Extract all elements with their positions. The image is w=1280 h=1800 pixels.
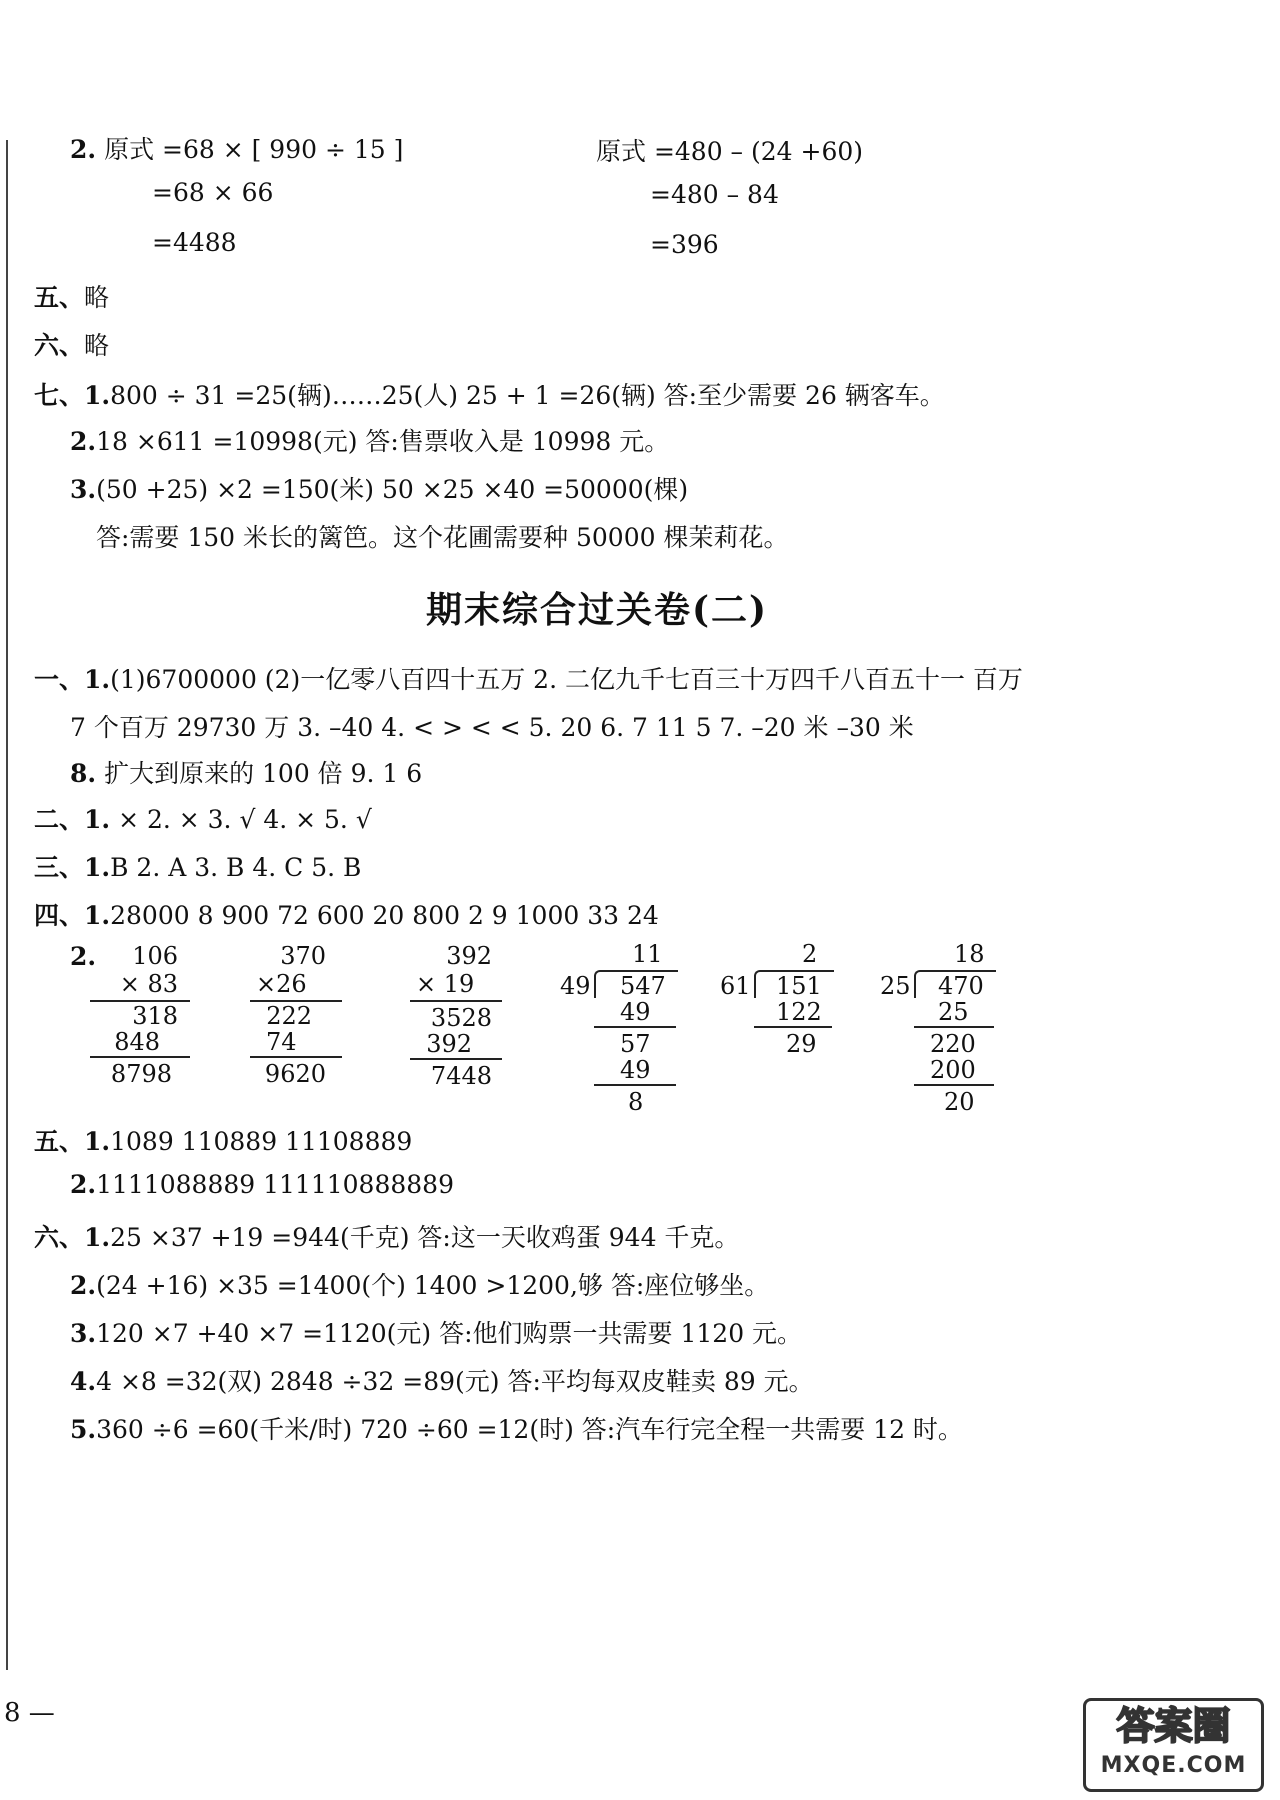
div-3-rule-2 [914,1084,994,1086]
watermark-url: MXQE.COM [1100,1753,1247,1778]
mult-2-result: 9620 [264,1060,326,1088]
div-3-subtract-1: 25 [938,998,969,1026]
div-2-quotient: 2 [802,940,818,968]
top-calc-right-l2: =480 – 84 [650,180,779,209]
mult-2-a: 370 [280,942,326,970]
div-2-remainder: 29 [786,1030,817,1058]
part-6-q1: 六、1.25 ×37 +19 =944(千克) 答:这一天收鸡蛋 944 千克。 [34,1223,740,1252]
section-7-q3: 3.(50 +25) ×2 =150(米) 50 ×25 ×40 =50000(棵) [70,475,689,504]
section-5: 五、略 [34,283,110,312]
mult-3-p2: 392 [426,1030,472,1058]
part-1-line-3: 8. 扩大到原来的 100 倍 9. 1 6 [70,759,423,788]
mult-2-rule-2 [250,1056,342,1058]
section-7-q2: 2.18 ×611 =10998(元) 答:售票收入是 10998 元。 [70,427,670,456]
div-2-subtract-1: 122 [776,998,822,1026]
vertical-multiplication-1 [90,942,190,1112]
page-title: 期末综合过关卷(二) [426,589,769,631]
part-1-line-1: 一、1.(1)6700000 (2)一亿零八百四十五万 2. 二亿九千七百三十万四千八百五十一 百万 [34,665,1023,694]
div-1-rule-2 [594,1084,676,1086]
section-6: 六、略 [34,331,110,360]
long-division-2 [720,940,840,1070]
div-1-subtract-1: 49 [620,998,651,1026]
div-1-remainder-1: 57 [620,1030,651,1058]
mult-3-result: 7448 [430,1062,492,1090]
part-4-q2-num: 2. [70,942,97,971]
part-6-q3: 3.120 ×7 +40 ×7 =1120(元) 答:他们购票一共需要 1120 元。 [70,1319,803,1348]
div-3-subtract-2: 200 [930,1056,976,1084]
div-3-dividend: 470 [938,972,984,1000]
top-calc-right-l3: =396 [650,230,719,259]
part-6-q4: 4.4 ×8 =32(双) 2848 ÷32 =89(元) 答:平均每双皮鞋卖 89 元。 [70,1367,814,1396]
div-2-rule-1 [754,1026,832,1028]
top-calc-right-l1: 原式 =480 – (24 +60) [596,137,864,166]
div-3-remainder: 20 [944,1088,975,1116]
part-3: 三、1.B 2. A 3. B 4. C 5. B [34,853,362,882]
watermark-text: 答案圈 [1116,1704,1231,1748]
mult-1-rule-2 [90,1056,190,1058]
div-1-remainder: 8 [628,1088,644,1116]
div-3-quotient: 18 [954,940,985,968]
mult-2-p1: 222 [266,1002,312,1030]
vertical-multiplication-2 [250,942,342,1112]
part-6-q5: 5.360 ÷6 =60(千米/时) 720 ÷60 =12(时) 答:汽车行完全程一共需要 12 时。 [70,1415,963,1444]
div-3-remainder-1: 220 [930,1030,976,1058]
watermark-logo [1083,1698,1264,1792]
mult-3-rule-1 [410,1000,502,1002]
part-5-q1: 五、1.1089 110889 11108889 [34,1127,413,1156]
part-1-line-2: 7 个百万 29730 万 3. –40 4. < > < < 5. 20 6. 7 11 5 7. –20 米 –30 米 [70,713,914,742]
part-4-q1: 四、1.28000 8 900 72 600 20 800 2 9 1000 33 24 [34,901,659,930]
margin-rule [6,140,8,1670]
part-2: 二、1. × 2. × 3. √ 4. × 5. √ [34,805,372,834]
long-division-3 [880,940,1000,1130]
mult-3-rule-2 [410,1058,502,1060]
mult-3-p1: 3528 [430,1004,492,1032]
div-1-rule-1 [594,1026,676,1028]
div-1-quotient: 11 [632,940,663,968]
mult-1-p2: 848 [114,1028,160,1056]
mult-3-a: 392 [446,942,492,970]
div-1-divisor: 49 [560,972,591,1000]
div-1-subtract-2: 49 [620,1056,651,1084]
mult-1-p1: 318 [132,1002,178,1030]
mult-2-b: ×26 [256,970,307,998]
part-6-q2: 2.(24 +16) ×35 =1400(个) 1400 >1200,够 答:座位够坐。 [70,1271,770,1300]
vertical-multiplication-3 [410,942,502,1112]
section-7-q1: 七、1.800 ÷ 31 =25(辆)……25(人) 25 + 1 =26(辆) 答:至少需要 26 辆客车。 [34,381,945,410]
top-calc-left-l1: 2. 原式 =68 × [ 990 ÷ 15 ] [70,135,404,164]
long-division-1 [560,940,680,1130]
div-1-dividend: 547 [620,972,666,1000]
mult-3-b: × 19 [416,970,475,998]
div-3-rule-1 [914,1026,994,1028]
div-2-divisor: 61 [720,972,751,1000]
mult-2-p2: 74 [266,1028,297,1056]
mult-1-b: × 83 [119,970,178,998]
section-7-q3-answer: 答:需要 150 米长的篱笆。这个花圃需要种 50000 棵茉莉花。 [96,523,789,552]
top-calc-left-l2: =68 × 66 [152,178,274,207]
mult-1-a: 106 [132,942,178,970]
div-3-divisor: 25 [880,972,911,1000]
part-5-q2: 2.1111088889 111110888889 [70,1170,454,1199]
mult-1-result: 8798 [110,1060,172,1088]
div-2-dividend: 151 [776,972,822,1000]
top-calc-left-l3: =4488 [152,228,237,257]
page-number: 8 — [4,1698,55,1728]
